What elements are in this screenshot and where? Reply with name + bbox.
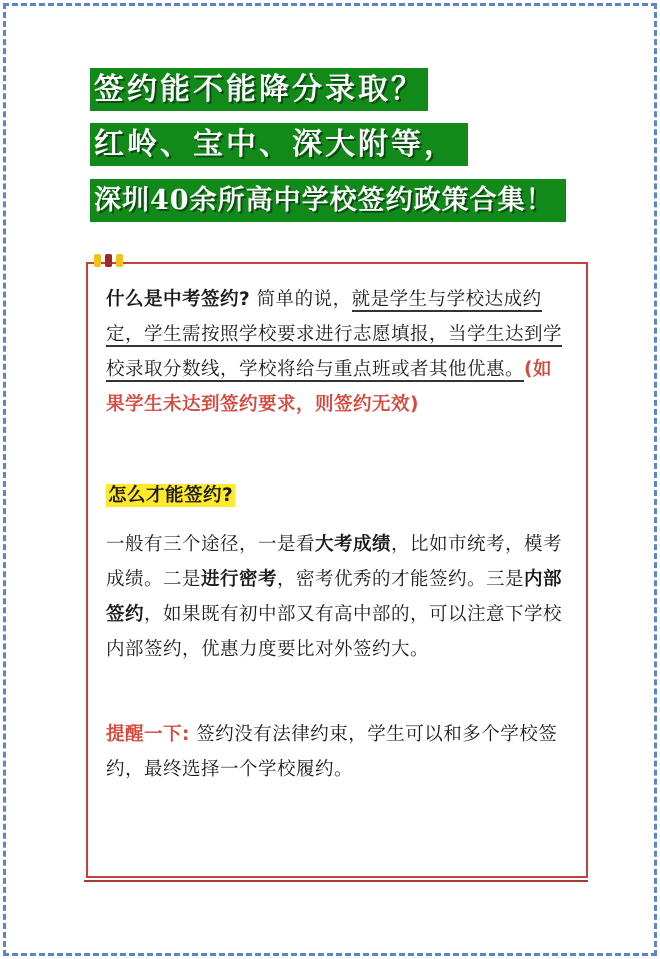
definition-paragraph (106, 282, 570, 422)
reminder-paragraph (106, 717, 570, 787)
how-to-heading-line (106, 478, 570, 513)
how-to-bold-1: 大考成绩 (315, 534, 392, 555)
how-to-text-4: ，如果既有初中部又有高中部的，可以注意下学校内部签约，优惠力度要比对外签约大。 (106, 604, 563, 660)
reminder-label: 提醒一下: (106, 724, 190, 745)
tab-red-center (105, 254, 112, 267)
definition-underlined-text: 就是学生与学校达成约定，学生需按照学校要求进行志愿填报，当学生达到学校录取分数线，学校将给与重点班或者其他优惠。 (106, 289, 563, 380)
how-to-text-2: ，比如市统考，模考成绩。二是 (106, 534, 563, 590)
definition-heading: 什么是中考签约? (106, 289, 251, 310)
how-to-bold-2: 进行密考 (201, 569, 278, 590)
definition-intro: 简单的说， (250, 289, 352, 310)
definition-note: (如果学生未达到签约要求，则签约无效) (106, 359, 552, 415)
how-to-bold-3: 内部签约 (106, 569, 563, 625)
card-bottom-rule (84, 880, 588, 882)
how-to-heading: 怎么才能签约? (108, 485, 234, 506)
title-line-3: 深圳40余所高中学校签约政策合集！ (90, 179, 566, 222)
tab-yellow-right (116, 254, 123, 267)
card-body (106, 282, 570, 787)
reminder-text: 签约没有法律约束，学生可以和多个学校签约，最终选择一个学校履约。 (106, 724, 558, 780)
card-tab-decoration (94, 254, 123, 267)
how-to-paragraph (106, 527, 570, 667)
title-line-2: 红岭、宝中、深大附等， (90, 123, 468, 166)
how-to-text-1: 一般有三个途径，一是看 (106, 534, 316, 555)
tab-yellow-left (94, 254, 101, 267)
how-to-text-3: ，密考优秀的才能签约。三是 (277, 569, 525, 590)
title-line-1: 签约能不能降分录取？ (90, 68, 428, 111)
